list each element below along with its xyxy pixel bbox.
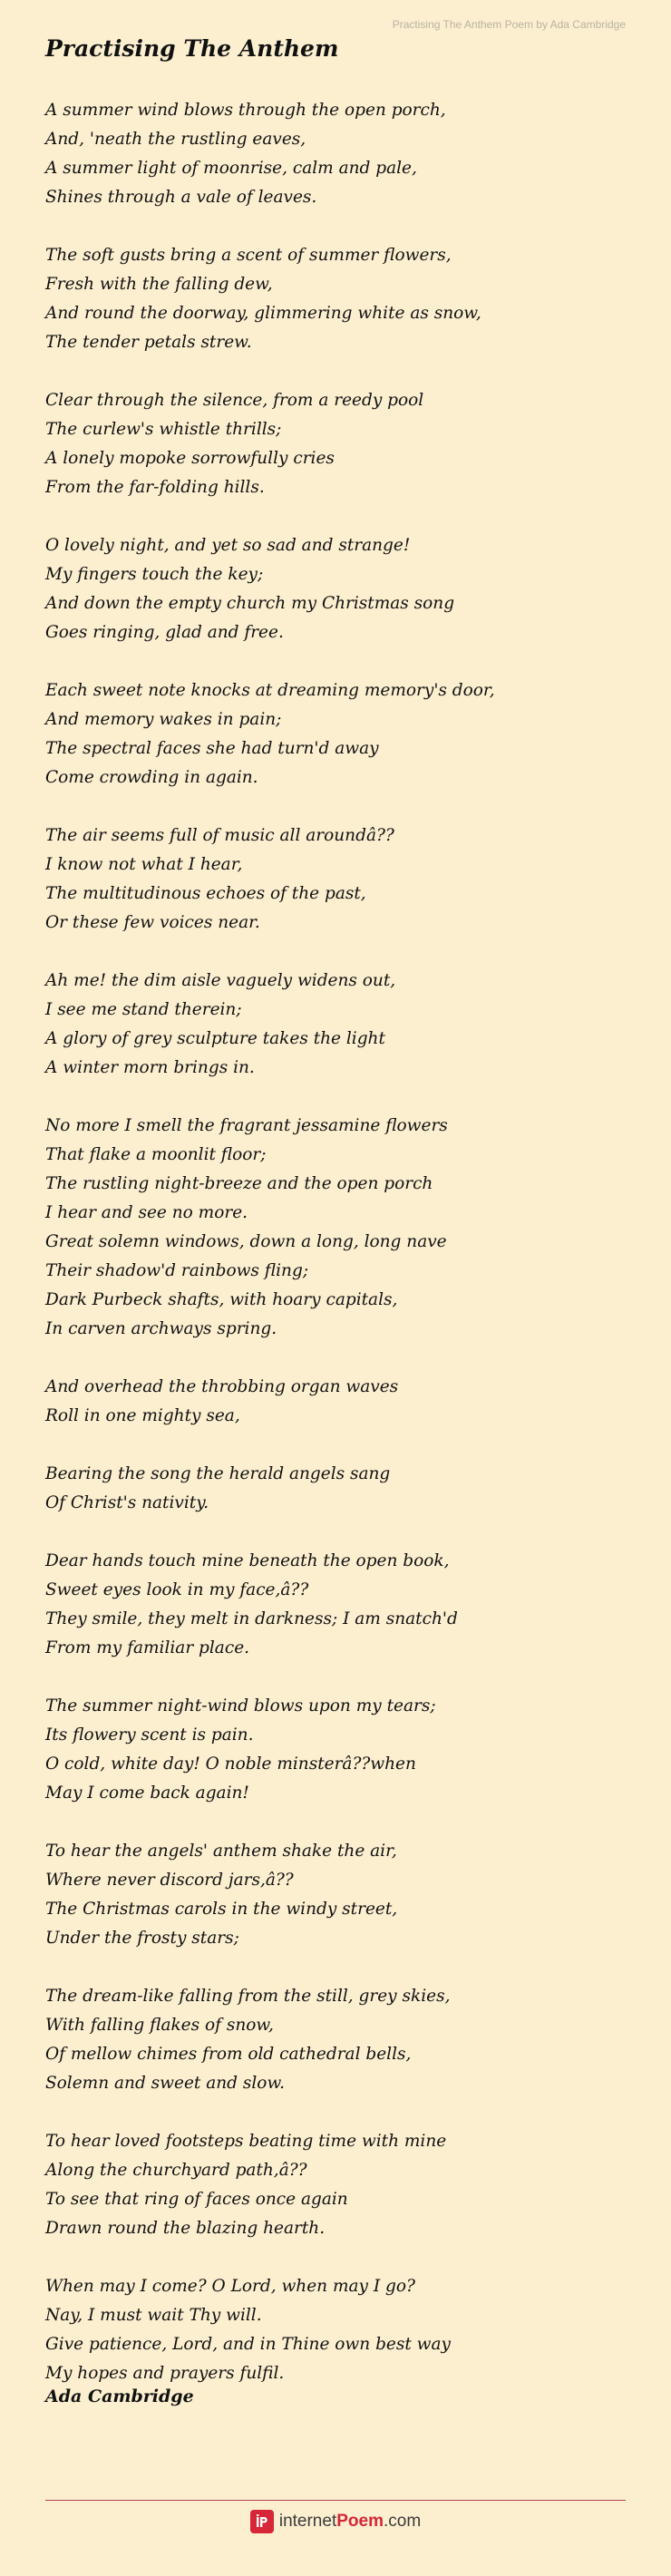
stanza <box>45 241 635 357</box>
poem-line: A summer wind blows through the open porch, <box>45 101 446 120</box>
poem-line: Along the churchyard path,â?? <box>45 2161 307 2180</box>
poem-line: Dark Purbeck shafts, with hoary capitals, <box>45 1290 398 1309</box>
poem-line: The dream-like falling from the still, grey skies, <box>45 1987 451 2006</box>
poem-title: Practising The Anthem <box>45 35 339 62</box>
poem-line: They smile, they melt in darkness; I am snatch'd <box>45 1609 458 1628</box>
poem-line: The air seems full of music all aroundâ?? <box>45 826 394 845</box>
poem-line: O cold, white day! O noble minsterâ??when <box>45 1755 416 1774</box>
poem-line: Ah me! the dim aisle vaguely widens out, <box>45 971 396 990</box>
poem-line: Fresh with the falling dew, <box>45 275 273 294</box>
poem-line: The soft gusts bring a scent of summer flowers, <box>45 246 452 265</box>
poem-line: The spectral faces she had turn'd away <box>45 739 379 758</box>
poem-line: Nay, I must wait Thy will. <box>45 2306 262 2325</box>
poem-line: Or these few voices near. <box>45 913 260 932</box>
poem-line: No more I smell the fragrant jessamine flowers <box>45 1116 448 1135</box>
poem-line: Where never discord jars,â?? <box>45 1871 294 1890</box>
poem-line: To see that ring of faces once again <box>45 2190 348 2209</box>
poem-line: Great solemn windows, down a long, long nave <box>45 1232 447 1251</box>
stanza <box>45 1460 635 1518</box>
stanza <box>45 1112 635 1344</box>
poem-author[interactable]: Ada Cambridge <box>45 2386 194 2406</box>
stanza <box>45 967 635 1083</box>
poem-line: And round the doorway, glimmering white as snow, <box>45 304 481 323</box>
stanza <box>45 1982 635 2098</box>
poem-line: A lonely mopoke sorrowfully cries <box>45 449 335 468</box>
poem-line: Of mellow chimes from old cathedral bells, <box>45 2045 412 2064</box>
poem-line: Dear hands touch mine beneath the open book, <box>45 1551 450 1570</box>
poem-body <box>45 96 635 2417</box>
poem-line: A summer light of moonrise, calm and pale, <box>45 159 417 178</box>
poem-line: I hear and see no more. <box>45 1203 248 1222</box>
logo-text-poem: Poem <box>336 2512 384 2531</box>
poem-line: I know not what I hear, <box>45 855 243 874</box>
stanza <box>45 1837 635 1953</box>
stanza <box>45 1547 635 1663</box>
stanza <box>45 821 635 938</box>
poem-line: The multitudinous echoes of the past, <box>45 884 366 903</box>
poem-line: Each sweet note knocks at dreaming memory's door, <box>45 681 495 700</box>
stanza <box>45 1373 635 1431</box>
logo-text-internet: internet <box>278 2512 337 2531</box>
poem-line: Bearing the song the herald angels sang <box>45 1464 391 1483</box>
poem-line: A winter morn brings in. <box>45 1058 255 1077</box>
source-line: Practising The Anthem Poem by Ada Cambridge <box>392 18 626 31</box>
poem-line: The rustling night-breeze and the open porch <box>45 1174 433 1193</box>
poem-line: To hear loved footsteps beating time with mine <box>45 2132 447 2151</box>
poem-line: My hopes and prayers fulfil. <box>45 2364 285 2383</box>
poem-line: Goes ringing, glad and free. <box>45 623 284 642</box>
poem-line: The tender petals strew. <box>45 333 252 352</box>
poem-line: Under the frosty stars; <box>45 1929 239 1948</box>
poem-line: Give patience, Lord, and in Thine own best way <box>45 2335 451 2354</box>
poem-line: And memory wakes in pain; <box>45 710 282 729</box>
stanza <box>45 96 635 212</box>
poem-line: From my familiar place. <box>45 1638 250 1657</box>
stanza <box>45 531 635 647</box>
poem-line: Clear through the silence, from a reedy pool <box>45 391 424 410</box>
poem-line: Sweet eyes look in my face,â?? <box>45 1580 309 1599</box>
logo-text-com: .com <box>383 2512 422 2531</box>
poem-line: Roll in one mighty sea, <box>45 1406 240 1425</box>
poem-line: From the far-folding hills. <box>45 478 265 497</box>
poem-line: The Christmas carols in the windy street, <box>45 1900 398 1919</box>
poem-line: Its flowery scent is pain. <box>45 1725 254 1745</box>
poem-line: Drawn round the blazing hearth. <box>45 2219 326 2238</box>
stanza <box>45 2272 635 2388</box>
poem-line: With falling flakes of snow, <box>45 2016 274 2035</box>
stanza <box>45 676 635 792</box>
footer-divider <box>45 2500 626 2501</box>
poem-line: Solemn and sweet and slow. <box>45 2074 285 2093</box>
poem-line: Come crowding in again. <box>45 768 258 787</box>
stanza <box>45 2127 635 2243</box>
site-logo[interactable] <box>0 2510 671 2533</box>
poem-line: That flake a moonlit floor; <box>45 1145 267 1164</box>
poem-line: A glory of grey sculpture takes the light <box>45 1029 385 1048</box>
poem-line: The curlew's whistle thrills; <box>45 420 282 439</box>
poem-line: And overhead the throbbing organ waves <box>45 1377 399 1396</box>
poem-line: To hear the angels' anthem shake the air, <box>45 1842 397 1861</box>
poem-line: Their shadow'd rainbows fling; <box>45 1261 309 1280</box>
poem-line: Of Christ's nativity. <box>45 1493 209 1512</box>
poem-line: In carven archways spring. <box>45 1319 277 1338</box>
poem-line: And down the empty church my Christmas song <box>45 594 455 613</box>
poem-line: When may I come? O Lord, when may I go? <box>45 2277 415 2296</box>
poem-line: And, 'neath the rustling eaves, <box>45 130 306 149</box>
stanza <box>45 386 635 502</box>
poem-line: Shines through a vale of leaves. <box>45 188 317 207</box>
site-logo-text <box>279 2512 421 2532</box>
poem-line: O lovely night, and yet so sad and strange! <box>45 536 411 555</box>
poem-line: The summer night-wind blows upon my tears; <box>45 1696 436 1716</box>
stanza <box>45 1692 635 1808</box>
poem-line: My fingers touch the key; <box>45 565 264 584</box>
poem-line: May I come back again! <box>45 1784 249 1803</box>
poem-line: I see me stand therein; <box>45 1000 242 1019</box>
ip-logo-icon <box>250 2510 274 2533</box>
